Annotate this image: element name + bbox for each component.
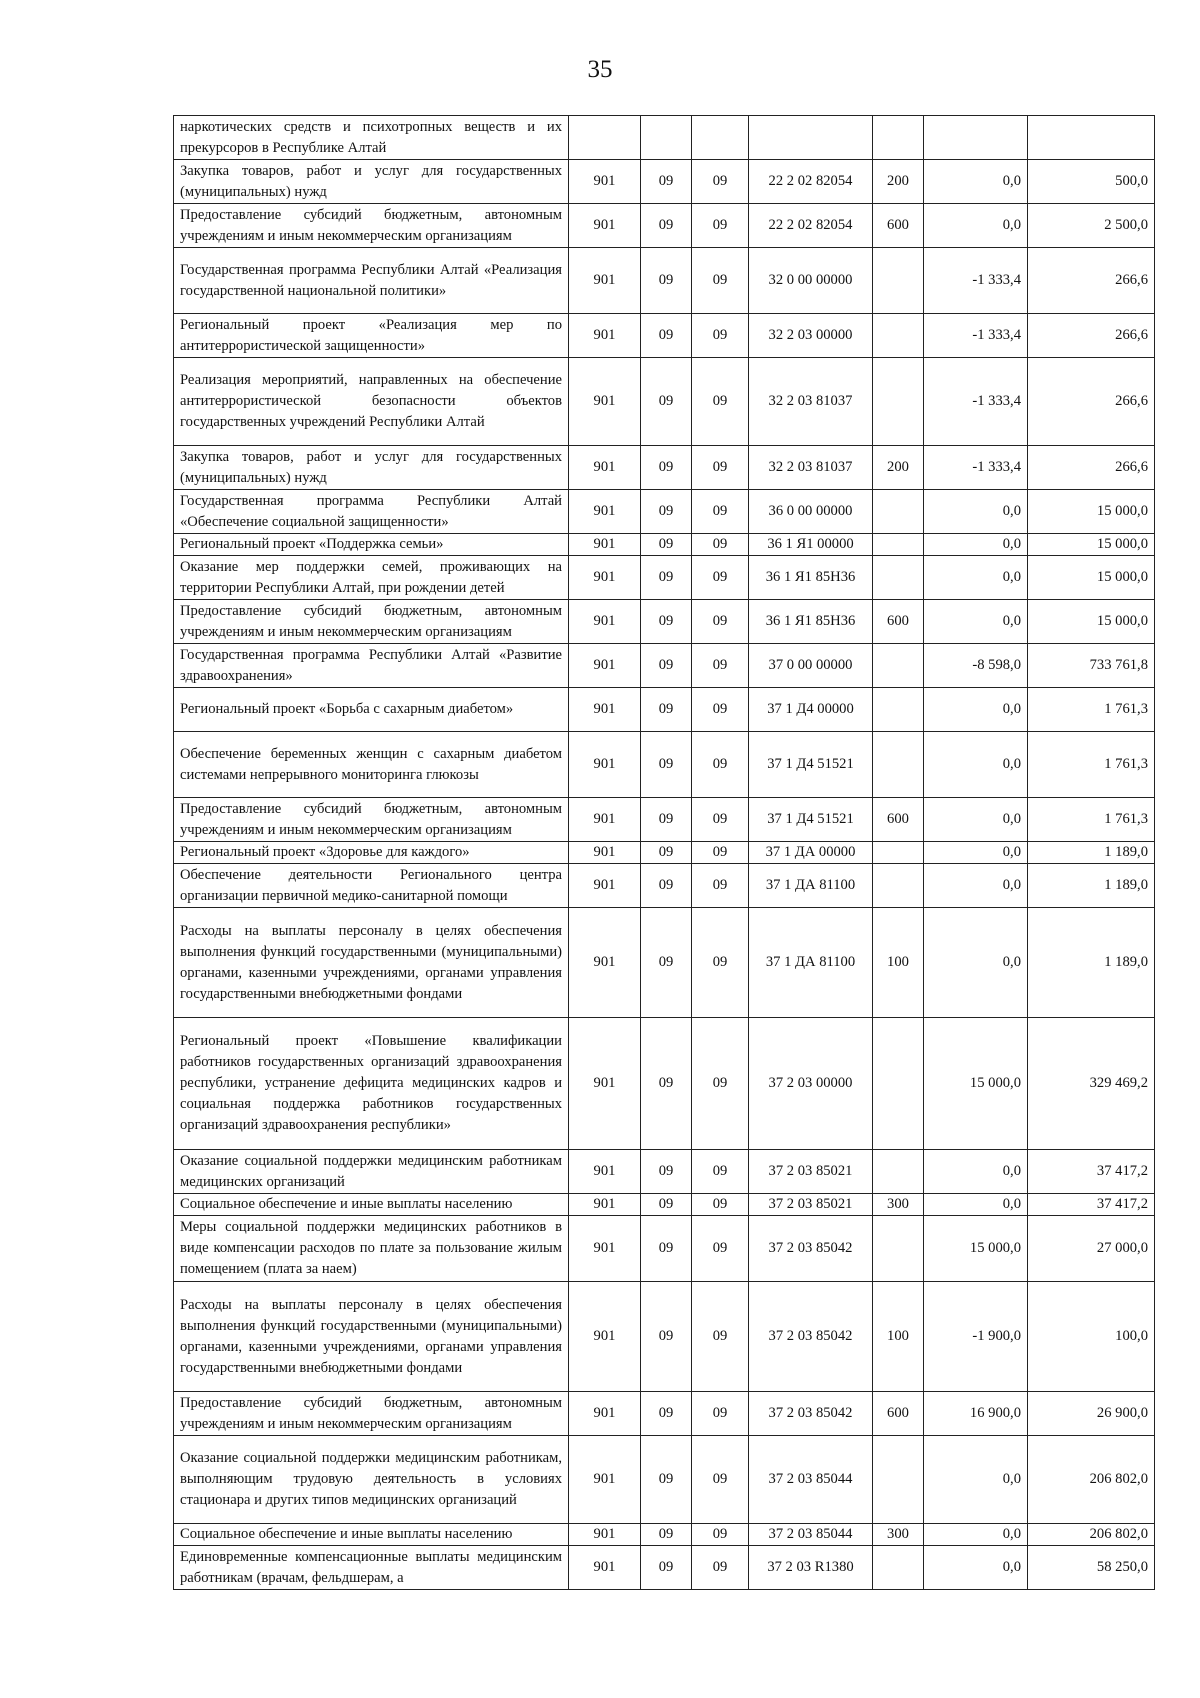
cell-section: 09 [641,248,692,314]
cell-name: Государственная программа Республики Алтай «Развитие здравоохранения» [174,644,569,688]
cell-expense-type [873,1436,924,1524]
cell-section: 09 [641,204,692,248]
cell-section [641,116,692,160]
cell-grbs: 901 [569,908,641,1018]
table-row [174,358,1155,446]
cell-total: 266,6 [1028,314,1155,358]
cell-expense-type [873,1018,924,1150]
cell-target-article: 32 2 03 81037 [749,358,873,446]
cell-total: 206 802,0 [1028,1524,1155,1546]
cell-total: 1 189,0 [1028,864,1155,908]
table-row [174,1216,1155,1282]
cell-change: 0,0 [924,160,1028,204]
cell-grbs: 901 [569,358,641,446]
cell-subsection: 09 [692,1546,749,1590]
cell-section: 09 [641,1524,692,1546]
cell-section: 09 [641,1018,692,1150]
cell-name: Региональный проект «Борьба с сахарным диабетом» [174,688,569,732]
cell-section: 09 [641,358,692,446]
cell-subsection: 09 [692,446,749,490]
cell-name: Региональный проект «Реализация мер по антитеррористической защищенности» [174,314,569,358]
table-row [174,798,1155,842]
cell-subsection: 09 [692,556,749,600]
cell-subsection: 09 [692,204,749,248]
cell-total: 329 469,2 [1028,1018,1155,1150]
cell-subsection: 09 [692,1436,749,1524]
cell-change: 0,0 [924,534,1028,556]
table-row [174,1524,1155,1546]
cell-subsection [692,116,749,160]
cell-grbs: 901 [569,160,641,204]
table-row [174,688,1155,732]
cell-expense-type: 100 [873,908,924,1018]
cell-grbs: 901 [569,1524,641,1546]
cell-target-article: 22 2 02 82054 [749,160,873,204]
cell-name: Региональный проект «Повышение квалификации работников государственных организаций здравоохранения республики, устранение дефицита медицинских кадров и социальная поддержка работников государственных организаций здравоохранения республики» [174,1018,569,1150]
cell-expense-type [873,1216,924,1282]
cell-subsection: 09 [692,1018,749,1150]
cell-change: 0,0 [924,204,1028,248]
cell-name: Государственная программа Республики Алтай «Обеспечение социальной защищенности» [174,490,569,534]
cell-grbs: 901 [569,842,641,864]
cell-target-article: 37 1 ДА 00000 [749,842,873,864]
cell-change: 16 900,0 [924,1392,1028,1436]
cell-total: 206 802,0 [1028,1436,1155,1524]
cell-subsection: 09 [692,1282,749,1392]
table-row [174,600,1155,644]
cell-change: -8 598,0 [924,644,1028,688]
cell-grbs [569,116,641,160]
cell-change: 0,0 [924,600,1028,644]
cell-expense-type [873,556,924,600]
cell-name: Предоставление субсидий бюджетным, автономным учреждениям и иным некоммерческим организациям [174,1392,569,1436]
cell-total: 27 000,0 [1028,1216,1155,1282]
cell-grbs: 901 [569,1150,641,1194]
cell-total: 100,0 [1028,1282,1155,1392]
cell-subsection: 09 [692,1194,749,1216]
cell-grbs: 901 [569,1392,641,1436]
cell-subsection: 09 [692,534,749,556]
cell-expense-type [873,314,924,358]
cell-section: 09 [641,1392,692,1436]
cell-name: Меры социальной поддержки медицинских работников в виде компенсации расходов по плате за пользование жилым помещением (плата за наем) [174,1216,569,1282]
cell-subsection: 09 [692,1150,749,1194]
cell-name: Государственная программа Республики Алтай «Реализация государственной национальной политики» [174,248,569,314]
cell-change: -1 333,4 [924,446,1028,490]
table-row [174,1194,1155,1216]
cell-expense-type [873,842,924,864]
cell-section: 09 [641,1546,692,1590]
cell-total: 15 000,0 [1028,534,1155,556]
cell-name: наркотических средств и психотропных веществ и их прекурсоров в Республике Алтай [174,116,569,160]
cell-expense-type: 300 [873,1524,924,1546]
table-row [174,732,1155,798]
cell-grbs: 901 [569,1216,641,1282]
cell-section: 09 [641,798,692,842]
table-row [174,248,1155,314]
cell-subsection: 09 [692,1216,749,1282]
cell-section: 09 [641,534,692,556]
cell-subsection: 09 [692,1524,749,1546]
cell-name: Расходы на выплаты персоналу в целях обеспечения выполнения функций государственными (муниципальными) органами, казенными учреждениями, органами управления государственными внебюджетными фондами [174,1282,569,1392]
cell-change [924,116,1028,160]
cell-change: 0,0 [924,1524,1028,1546]
table-row [174,556,1155,600]
cell-expense-type [873,534,924,556]
cell-expense-type: 300 [873,1194,924,1216]
table-row [174,160,1155,204]
cell-grbs: 901 [569,556,641,600]
cell-section: 09 [641,842,692,864]
cell-target-article: 36 0 00 00000 [749,490,873,534]
cell-total: 266,6 [1028,248,1155,314]
cell-grbs: 901 [569,1436,641,1524]
cell-change: -1 333,4 [924,248,1028,314]
cell-target-article: 37 2 03 85021 [749,1150,873,1194]
cell-expense-type [873,688,924,732]
cell-expense-type: 200 [873,446,924,490]
cell-section: 09 [641,1436,692,1524]
cell-target-article: 37 1 ДА 81100 [749,864,873,908]
table-row [174,1150,1155,1194]
cell-change: 0,0 [924,490,1028,534]
cell-target-article: 37 2 03 85042 [749,1282,873,1392]
cell-grbs: 901 [569,446,641,490]
table-row [174,644,1155,688]
cell-total: 1 189,0 [1028,842,1155,864]
cell-section: 09 [641,1216,692,1282]
table-row [174,1018,1155,1150]
table-row [174,204,1155,248]
cell-name: Предоставление субсидий бюджетным, автономным учреждениям и иным некоммерческим организациям [174,600,569,644]
table-row [174,842,1155,864]
table-row [174,908,1155,1018]
cell-grbs: 901 [569,1194,641,1216]
cell-name: Реализация мероприятий, направленных на обеспечение антитеррористической безопасности объектов государственных учреждений Республики Алтай [174,358,569,446]
table-row [174,1392,1155,1436]
cell-target-article: 37 2 03 85044 [749,1524,873,1546]
cell-target-article: 37 1 Д4 51521 [749,732,873,798]
cell-total [1028,116,1155,160]
cell-target-article: 37 1 Д4 51521 [749,798,873,842]
cell-total: 266,6 [1028,446,1155,490]
cell-change: 0,0 [924,1194,1028,1216]
cell-expense-type [873,490,924,534]
cell-expense-type [873,864,924,908]
cell-total: 26 900,0 [1028,1392,1155,1436]
cell-grbs: 901 [569,644,641,688]
cell-section: 09 [641,314,692,358]
cell-section: 09 [641,908,692,1018]
cell-target-article: 22 2 02 82054 [749,204,873,248]
cell-grbs: 901 [569,1018,641,1150]
cell-expense-type [873,358,924,446]
cell-target-article: 37 2 03 00000 [749,1018,873,1150]
cell-total: 266,6 [1028,358,1155,446]
budget-table [173,115,1155,1590]
cell-change: 15 000,0 [924,1216,1028,1282]
cell-change: 0,0 [924,688,1028,732]
cell-name: Закупка товаров, работ и услуг для государственных (муниципальных) нужд [174,446,569,490]
cell-change: 0,0 [924,908,1028,1018]
cell-total: 37 417,2 [1028,1194,1155,1216]
cell-grbs: 901 [569,798,641,842]
cell-target-article: 37 2 03 R1380 [749,1546,873,1590]
cell-section: 09 [641,1282,692,1392]
cell-total: 2 500,0 [1028,204,1155,248]
cell-change: 0,0 [924,1436,1028,1524]
cell-target-article: 37 1 ДА 81100 [749,908,873,1018]
cell-subsection: 09 [692,160,749,204]
cell-name: Обеспечение деятельности Регионального центра организации первичной медико-санитарной помощи [174,864,569,908]
cell-subsection: 09 [692,908,749,1018]
cell-grbs: 901 [569,248,641,314]
cell-change: 0,0 [924,864,1028,908]
cell-subsection: 09 [692,688,749,732]
cell-target-article: 37 0 00 00000 [749,644,873,688]
cell-grbs: 901 [569,1282,641,1392]
cell-section: 09 [641,600,692,644]
cell-target-article: 37 2 03 85044 [749,1436,873,1524]
table-row [174,446,1155,490]
cell-section: 09 [641,688,692,732]
cell-expense-type [873,1150,924,1194]
cell-name: Оказание мер поддержки семей, проживающих на территории Республики Алтай, при рождении детей [174,556,569,600]
cell-name: Предоставление субсидий бюджетным, автономным учреждениям и иным некоммерческим организациям [174,798,569,842]
cell-expense-type [873,732,924,798]
cell-change: 0,0 [924,556,1028,600]
cell-expense-type: 100 [873,1282,924,1392]
cell-subsection: 09 [692,1392,749,1436]
cell-change: 0,0 [924,798,1028,842]
cell-change: -1 333,4 [924,314,1028,358]
cell-subsection: 09 [692,600,749,644]
cell-total: 1 189,0 [1028,908,1155,1018]
cell-name: Социальное обеспечение и иные выплаты населению [174,1524,569,1546]
cell-total: 15 000,0 [1028,556,1155,600]
cell-target-article: 32 2 03 81037 [749,446,873,490]
cell-name: Закупка товаров, работ и услуг для государственных (муниципальных) нужд [174,160,569,204]
table-row [174,1546,1155,1590]
cell-grbs: 901 [569,864,641,908]
cell-target-article: 32 2 03 00000 [749,314,873,358]
cell-subsection: 09 [692,248,749,314]
cell-grbs: 901 [569,314,641,358]
cell-grbs: 901 [569,534,641,556]
cell-total: 15 000,0 [1028,600,1155,644]
cell-grbs: 901 [569,204,641,248]
cell-target-article: 37 2 03 85042 [749,1392,873,1436]
cell-grbs: 901 [569,688,641,732]
cell-total: 500,0 [1028,160,1155,204]
cell-subsection: 09 [692,798,749,842]
cell-subsection: 09 [692,490,749,534]
cell-subsection: 09 [692,358,749,446]
cell-grbs: 901 [569,490,641,534]
cell-subsection: 09 [692,314,749,358]
table-row [174,314,1155,358]
cell-target-article: 36 1 Я1 85Н36 [749,556,873,600]
cell-target-article: 37 2 03 85021 [749,1194,873,1216]
cell-name: Оказание социальной поддержки медицинским работникам медицинских организаций [174,1150,569,1194]
cell-expense-type [873,644,924,688]
cell-section: 09 [641,446,692,490]
cell-change: 0,0 [924,842,1028,864]
cell-change: 0,0 [924,1546,1028,1590]
cell-change: 0,0 [924,732,1028,798]
table-row [174,864,1155,908]
cell-name: Предоставление субсидий бюджетным, автономным учреждениям и иным некоммерческим организациям [174,204,569,248]
cell-target-article: 37 2 03 85042 [749,1216,873,1282]
cell-grbs: 901 [569,1546,641,1590]
cell-total: 1 761,3 [1028,732,1155,798]
cell-expense-type: 200 [873,160,924,204]
cell-grbs: 901 [569,600,641,644]
cell-change: 0,0 [924,1150,1028,1194]
table-row [174,490,1155,534]
table-row [174,116,1155,160]
cell-section: 09 [641,864,692,908]
cell-name: Оказание социальной поддержки медицинским работникам, выполняющим трудовую деятельность в условиях стационара и других типов медицинских организаций [174,1436,569,1524]
cell-total: 1 761,3 [1028,688,1155,732]
cell-name: Единовременные компенсационные выплаты медицинским работникам (врачам, фельдшерам, а [174,1546,569,1590]
cell-name: Региональный проект «Поддержка семьи» [174,534,569,556]
cell-change: 15 000,0 [924,1018,1028,1150]
cell-change: -1 333,4 [924,358,1028,446]
cell-target-article [749,116,873,160]
cell-section: 09 [641,732,692,798]
cell-grbs: 901 [569,732,641,798]
cell-name: Расходы на выплаты персоналу в целях обеспечения выполнения функций государственными (муниципальными) органами, казенными учреждениями, органами управления государственными внебюджетными фондами [174,908,569,1018]
cell-expense-type [873,248,924,314]
cell-total: 58 250,0 [1028,1546,1155,1590]
cell-target-article: 36 1 Я1 00000 [749,534,873,556]
table-row [174,1436,1155,1524]
cell-subsection: 09 [692,842,749,864]
page-number: 35 [587,56,613,83]
cell-target-article: 36 1 Я1 85Н36 [749,600,873,644]
cell-section: 09 [641,1150,692,1194]
cell-subsection: 09 [692,732,749,798]
table-row [174,534,1155,556]
cell-expense-type [873,116,924,160]
cell-total: 15 000,0 [1028,490,1155,534]
cell-subsection: 09 [692,644,749,688]
cell-section: 09 [641,1194,692,1216]
cell-section: 09 [641,160,692,204]
cell-expense-type: 600 [873,1392,924,1436]
cell-expense-type: 600 [873,600,924,644]
cell-expense-type [873,1546,924,1590]
cell-total: 37 417,2 [1028,1150,1155,1194]
cell-target-article: 37 1 Д4 00000 [749,688,873,732]
cell-name: Региональный проект «Здоровье для каждого» [174,842,569,864]
cell-name: Обеспечение беременных женщин с сахарным диабетом системами непрерывного мониторинга глюкозы [174,732,569,798]
cell-section: 09 [641,644,692,688]
cell-expense-type: 600 [873,204,924,248]
cell-name: Социальное обеспечение и иные выплаты населению [174,1194,569,1216]
cell-target-article: 32 0 00 00000 [749,248,873,314]
table-row [174,1282,1155,1392]
cell-expense-type: 600 [873,798,924,842]
table-body [174,116,1155,1590]
cell-section: 09 [641,490,692,534]
cell-total: 1 761,3 [1028,798,1155,842]
cell-change: -1 900,0 [924,1282,1028,1392]
cell-subsection: 09 [692,864,749,908]
cell-total: 733 761,8 [1028,644,1155,688]
cell-section: 09 [641,556,692,600]
